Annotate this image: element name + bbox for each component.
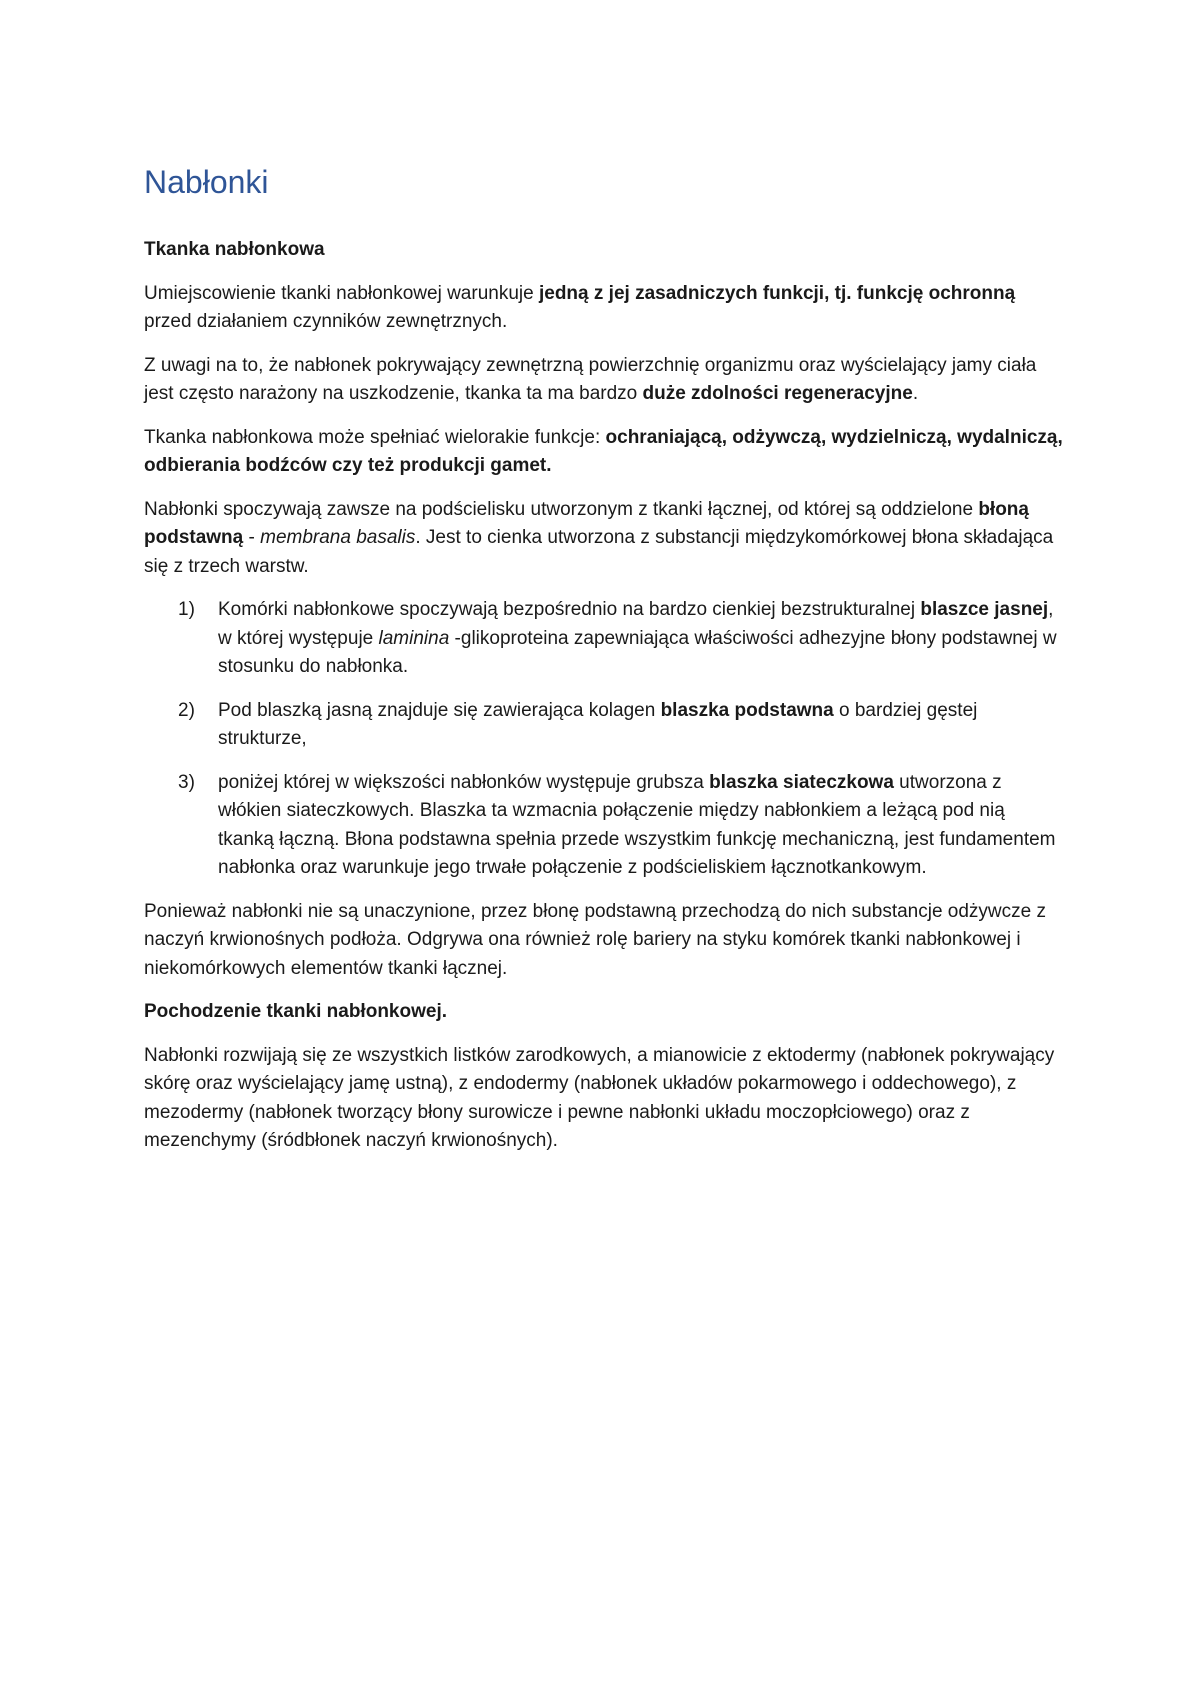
- text-run: Tkanka nabłonkowa może spełniać wielorakie funkcje:: [144, 426, 606, 448]
- bold-text: duże zdolności regeneracyjne: [642, 383, 913, 404]
- text-run: Umiejscowienie tkanki nabłonkowej warunkuje: [144, 282, 539, 304]
- text-run: Pod blaszką jasną znajduje się zawierająca kolagen: [218, 699, 661, 721]
- text-run: .: [912, 383, 919, 404]
- paragraph-regeneracja: [144, 352, 1064, 409]
- text-run: -glikoproteina zapewniająca właściwości adhezyjne błony podstawnej w stosunku do nabłonka.: [218, 627, 1057, 677]
- list-number: 1): [178, 599, 195, 620]
- bold-text: blaszce jasnej: [920, 599, 1049, 620]
- section-heading-pochodzenie: Pochodzenie tkanki nabłonkowej.: [144, 1001, 447, 1022]
- document-body: [144, 160, 1064, 1171]
- text-run: Z uwagi na to, że nabłonek pokrywający zewnętrzną powierzchnię organizmu oraz wyścielający jamy ciała jest często narażony na uszkodzenie, tkanka ta ma bardzo: [144, 354, 1037, 404]
- section-heading-tkanka: Tkanka nabłonkowa: [144, 239, 325, 260]
- text-run: . Jest to cienka utworzona z substancji międzykomórkowej błona składająca się z trzech warstw.: [144, 527, 1054, 577]
- bold-text: blaszka podstawna: [660, 699, 834, 721]
- text-run: przed działaniem czynników zewnętrznych.: [144, 311, 508, 332]
- paragraph-unaczynienie: Ponieważ nabłonki nie są unaczynione, przez błonę podstawną przechodzą do nich substancje odżywcze z naczyń krwionośnych podłoża. Odgrywa ona również rolę bariery na styku komórek tkanki nabłonkowej i niekomórkowych elementów tkanki łącznej.: [144, 900, 1046, 979]
- document-title: Nabłonki: [144, 164, 269, 200]
- text-run: utworzona z włókien siateczkowych. Blaszka ta wzmacnia połączenie między nabłonkiem a leżącą pod nią tkanką łączną. Błona podstawna spełnia przede wszystkim funkcję mechaniczną, jest fundamentem nabłonka oraz warunkuje jego trwałe połączenie z podścieliskiem łącznotkankowym.: [218, 771, 1056, 878]
- list-item: [144, 596, 1064, 682]
- list-number: 2): [178, 699, 195, 721]
- list-item: [144, 697, 1064, 754]
- paragraph-pochodzenie: Nabłonki rozwijają się ze wszystkich listków zarodkowych, a mianowicie z ektodermy (nabłonek pokrywający skórę oraz wyścielający jamę ustną), z endodermy (nabłonek układów pokarmowego i oddechowego), z mezodermy (nabłonek tworzący błony surowicze i pewne nabłonki układu moczopłciowego) oraz z mezenchymy (śródbłonek naczyń krwionośnych).: [144, 1044, 1055, 1151]
- paragraph-funkcje: [144, 424, 1064, 481]
- bold-text: jedną z jej zasadniczych funkcji, tj. funkcję ochronną: [538, 282, 1016, 304]
- text-run: o bardziej gęstej strukturze,: [218, 699, 978, 749]
- list-item: [144, 769, 1064, 883]
- bold-text: błoną podstawną: [144, 498, 1029, 548]
- italic-text: membrana basalis: [260, 527, 416, 548]
- bold-text: blaszka siateczkowa: [709, 771, 894, 793]
- numbered-list: [144, 596, 1064, 883]
- bold-text: ochraniającą, odżywczą, wydzielniczą, wydalniczą, odbierania bodźców czy też produkcji gamet.: [144, 426, 1063, 476]
- text-run: Komórki nabłonkowe spoczywają bezpośrednio na bardzo cienkiej bezstrukturalnej: [218, 599, 921, 620]
- text-run: poniżej której w większości nabłonków występuje grubsza: [218, 771, 710, 793]
- paragraph-umiejscowienie: [144, 280, 1064, 337]
- text-run: , w której występuje: [218, 599, 1054, 649]
- paragraph-blona-podstawna: [144, 496, 1064, 582]
- italic-text: laminina: [378, 627, 450, 649]
- text-run: -: [243, 527, 261, 548]
- text-run: Nabłonki spoczywają zawsze na podścielisku utworzonym z tkanki łącznej, od której są oddzielone: [144, 498, 979, 520]
- list-number: 3): [178, 771, 195, 793]
